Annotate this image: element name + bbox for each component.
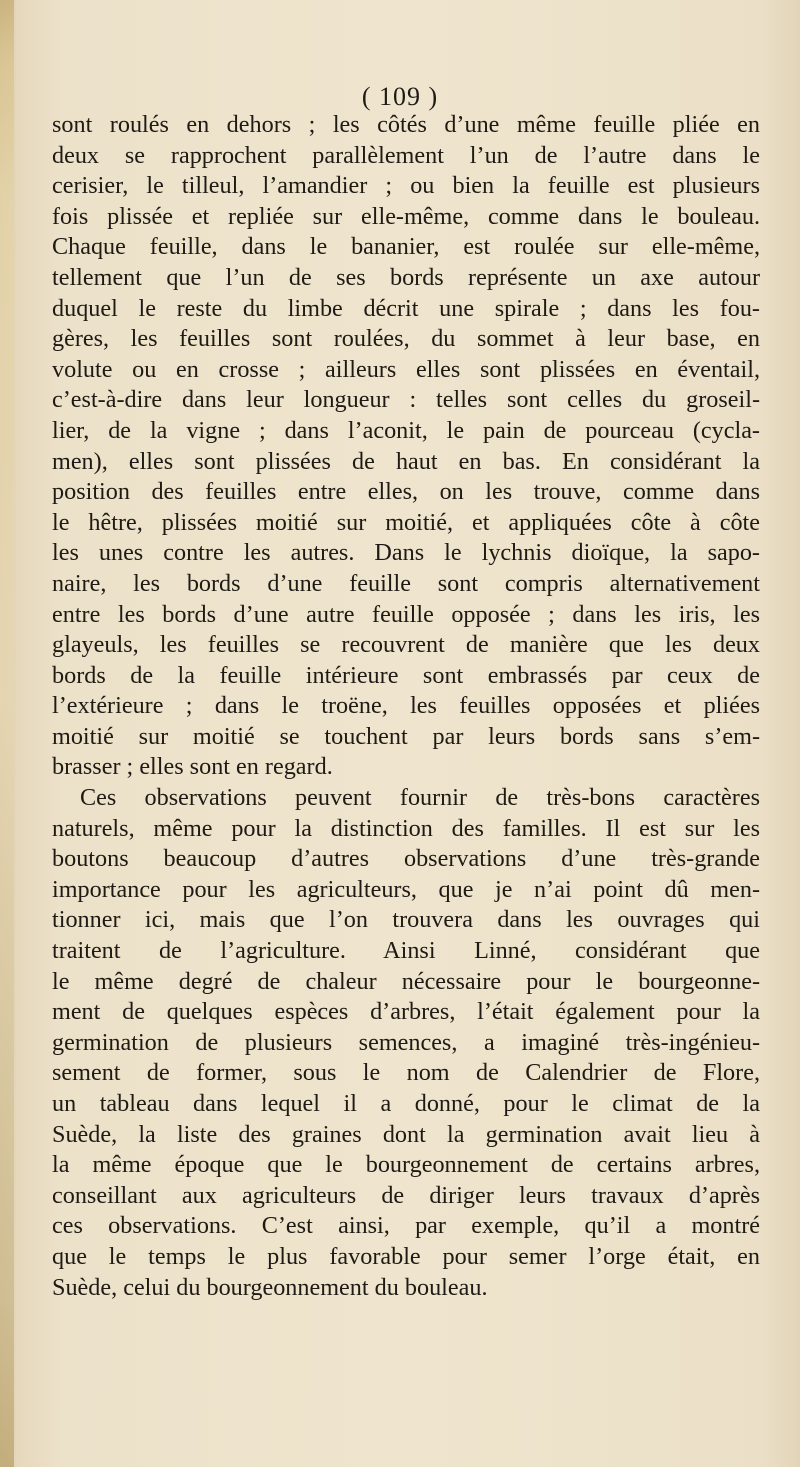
text-line: conseillant aux agriculteurs de diriger leurs travaux d’après [52, 1181, 760, 1209]
text-line: volute ou en crosse ; ailleurs elles sont plissées en éventail, [52, 355, 760, 383]
text-line: gères, les feuilles sont roulées, du sommet à leur base, en [52, 325, 760, 353]
text-line: lier, de la vigne ; dans l’aconit, le pain de pourceau (cycla- [52, 416, 760, 444]
text-line: l’extérieure ; dans le troëne, les feuilles opposées et pliées [52, 692, 760, 720]
text-line: duquel le reste du limbe décrit une spirale ; dans les fou- [52, 294, 760, 322]
text-line: entre les bords d’une autre feuille opposée ; dans les iris, les [52, 600, 760, 628]
text-line: traitent de l’agriculture. Ainsi Linné, considérant que [52, 937, 760, 965]
text-line: naire, les bords d’une feuille sont compris alternativement [52, 569, 760, 597]
text-line: men), elles sont plissées de haut en bas. En considérant la [52, 447, 760, 475]
text-line: germination de plusieurs semences, a imaginé très-ingénieu- [52, 1028, 760, 1056]
text-line: position des feuilles entre elles, on les trouve, comme dans [52, 478, 760, 506]
text-line: fois plissée et repliée sur elle-même, comme dans le bouleau. [52, 202, 760, 230]
text-line: Suède, la liste des graines dont la germination avait lieu à [52, 1120, 760, 1148]
text-line: un tableau dans lequel il a donné, pour le climat de la [52, 1090, 760, 1117]
text-line: le même degré de chaleur nécessaire pour le bourgeonne- [52, 967, 760, 995]
text-line: boutons beaucoup d’autres observations d’une très-grande [52, 845, 760, 873]
text-line: les unes contre les autres. Dans le lychnis dioïque, la sapo- [52, 539, 760, 567]
text-line: brasser ; elles sont en regard. [52, 753, 333, 781]
text-line: ment de quelques espèces d’arbres, l’était également pour la [52, 998, 760, 1026]
body-text [52, 110, 760, 1303]
text-line: naturels, même pour la distinction des familles. Il est sur les [52, 814, 760, 842]
text-line: moitié sur moitié se touchent par leurs bords sans s’em- [52, 722, 760, 750]
text-line: importance pour les agriculteurs, que je n’ai point dû men- [52, 875, 760, 903]
page-number: ( 109 ) [361, 82, 439, 111]
text-line: c’est-à-dire dans leur longueur : telles sont celles du groseil- [52, 386, 760, 414]
text-line: la même époque que le bourgeonnement de certains arbres, [52, 1151, 760, 1179]
text-line: tellement que l’un de ses bords représente un axe autour [52, 263, 760, 291]
text-line: Chaque feuille, dans le bananier, est roulée sur elle-même, [52, 233, 760, 261]
text-line: sont roulés en dehors ; les côtés d’une même feuille pliée en [52, 111, 760, 138]
text-line: Ces observations peuvent fournir de très-bons caractères [80, 784, 760, 812]
text-line: ces observations. C’est ainsi, par exemple, qu’il a montré [52, 1212, 760, 1240]
text-line: sement de former, sous le nom de Calendrier de Flore, [52, 1059, 760, 1087]
text-line: Suède, celui du bourgeonnement du bouleau. [52, 1273, 488, 1301]
text-line: bords de la feuille intérieure sont embrassés par ceux de [52, 661, 760, 689]
text-line: que le temps le plus favorable pour semer l’orge était, en [52, 1242, 760, 1270]
text-line: tionner ici, mais que l’on trouvera dans les ouvrages qui [52, 906, 760, 934]
text-line: cerisier, le tilleul, l’amandier ; ou bien la feuille est plusieurs [52, 172, 760, 200]
text-line: deux se rapprochent parallèlement l’un de l’autre dans le [52, 141, 760, 169]
text-line: glayeuls, les feuilles se recouvrent de manière que les deux [52, 631, 760, 659]
page-edge-stain [0, 0, 14, 1467]
text-line: le hêtre, plissées moitié sur moitié, et appliquées côte à côte [52, 508, 760, 536]
